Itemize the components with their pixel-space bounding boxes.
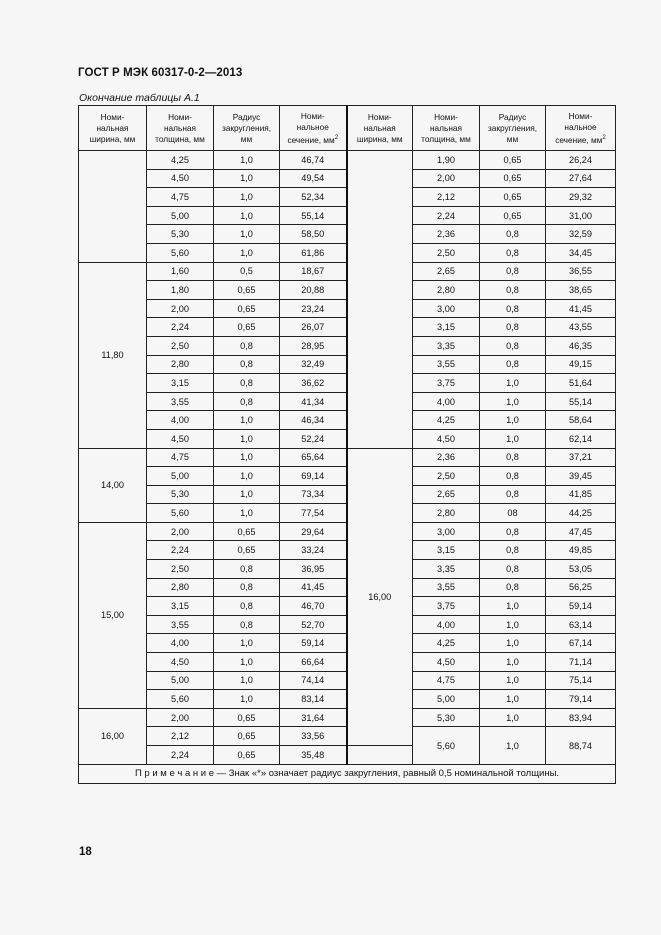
nominal-thickness-cell: 2,50 bbox=[413, 467, 480, 486]
corner-radius-cell: 0,65 bbox=[214, 318, 280, 337]
nominal-thickness-cell: 2,80 bbox=[413, 504, 480, 523]
corner-radius-cell: 1,0 bbox=[214, 485, 280, 504]
cross-section-cell: 59,14 bbox=[280, 634, 347, 653]
column-header: Номи- нальная ширина, мм bbox=[79, 106, 147, 151]
corner-radius-cell: 0,8 bbox=[480, 262, 546, 281]
nominal-thickness-cell: 2,80 bbox=[147, 355, 214, 374]
cross-section-cell: 32,49 bbox=[280, 355, 347, 374]
cross-section-cell: 49,15 bbox=[546, 355, 616, 374]
nominal-thickness-cell: 4,25 bbox=[413, 634, 480, 653]
cross-section-cell: 28,95 bbox=[280, 336, 347, 355]
cross-section-cell: 27,64 bbox=[546, 169, 616, 188]
nominal-thickness-cell: 2,80 bbox=[147, 578, 214, 597]
corner-radius-cell: 0,8 bbox=[480, 485, 546, 504]
nominal-width-cell bbox=[79, 151, 147, 263]
nominal-thickness-cell: 5,30 bbox=[147, 485, 214, 504]
nominal-thickness-cell: 5,00 bbox=[413, 690, 480, 709]
corner-radius-cell: 0,8 bbox=[214, 355, 280, 374]
cross-section-cell: 49,85 bbox=[546, 541, 616, 560]
cross-section-cell: 36,55 bbox=[546, 262, 616, 281]
corner-radius-cell: 1,0 bbox=[214, 169, 280, 188]
corner-radius-cell: 0,65 bbox=[214, 299, 280, 318]
corner-radius-cell: 0,8 bbox=[480, 355, 546, 374]
nominal-width-cell: 14,00 bbox=[79, 448, 147, 522]
cross-section-cell: 71,14 bbox=[546, 653, 616, 672]
corner-radius-cell: 08 bbox=[480, 504, 546, 523]
nominal-thickness-cell: 4,00 bbox=[413, 392, 480, 411]
corner-radius-cell: 0,8 bbox=[214, 336, 280, 355]
corner-radius-cell: 1,0 bbox=[480, 429, 546, 448]
column-header: Радиус закругления, мм bbox=[480, 106, 546, 151]
corner-radius-cell: 1,0 bbox=[480, 597, 546, 616]
corner-radius-cell: 1,0 bbox=[214, 429, 280, 448]
cross-section-cell: 52,34 bbox=[280, 188, 347, 207]
cross-section-cell: 41,45 bbox=[546, 299, 616, 318]
cross-section-cell: 33,56 bbox=[280, 727, 347, 746]
cross-section-cell: 23,24 bbox=[280, 299, 347, 318]
cross-section-cell: 74,14 bbox=[280, 671, 347, 690]
nominal-thickness-cell: 2,50 bbox=[147, 336, 214, 355]
corner-radius-cell: 1,0 bbox=[480, 374, 546, 393]
corner-radius-cell: 0,65 bbox=[214, 281, 280, 300]
cross-section-cell: 58,64 bbox=[546, 411, 616, 430]
nominal-thickness-cell: 3,00 bbox=[413, 299, 480, 318]
nominal-thickness-cell: 3,35 bbox=[413, 336, 480, 355]
corner-radius-cell: 1,0 bbox=[480, 671, 546, 690]
note-row bbox=[79, 764, 616, 783]
nominal-thickness-cell: 5,60 bbox=[413, 727, 480, 764]
nominal-width-cell bbox=[347, 151, 413, 449]
nominal-thickness-cell: 5,60 bbox=[147, 690, 214, 709]
cross-section-cell: 44,25 bbox=[546, 504, 616, 523]
cross-section-cell: 39,45 bbox=[546, 467, 616, 486]
cross-section-cell: 65,64 bbox=[280, 448, 347, 467]
corner-radius-cell: 1,0 bbox=[214, 411, 280, 430]
corner-radius-cell: 0,8 bbox=[480, 225, 546, 244]
corner-radius-cell: 0,65 bbox=[480, 169, 546, 188]
cross-section-cell: 46,74 bbox=[280, 151, 347, 170]
nominal-thickness-cell: 3,55 bbox=[413, 578, 480, 597]
nominal-thickness-cell: 3,55 bbox=[147, 615, 214, 634]
cross-section-cell: 66,64 bbox=[280, 653, 347, 672]
nominal-thickness-cell: 2,65 bbox=[413, 485, 480, 504]
cross-section-cell: 41,45 bbox=[280, 578, 347, 597]
nominal-thickness-cell: 5,00 bbox=[147, 206, 214, 225]
corner-radius-cell: 1,0 bbox=[214, 671, 280, 690]
cross-section-cell: 31,00 bbox=[546, 206, 616, 225]
nominal-thickness-cell: 4,00 bbox=[413, 615, 480, 634]
corner-radius-cell: 0,65 bbox=[214, 522, 280, 541]
cross-section-cell: 77,54 bbox=[280, 504, 347, 523]
cross-section-cell: 83,94 bbox=[546, 708, 616, 727]
nominal-thickness-cell: 2,80 bbox=[413, 281, 480, 300]
cross-section-cell: 55,14 bbox=[280, 206, 347, 225]
nominal-thickness-cell: 2,00 bbox=[147, 522, 214, 541]
table-note: П р и м е ч а н и е — Знак «*» означает радиус закругления, равный 0,5 номинальной толщины. bbox=[79, 764, 616, 783]
cross-section-cell: 46,35 bbox=[546, 336, 616, 355]
nominal-thickness-cell: 4,00 bbox=[147, 411, 214, 430]
corner-radius-cell: 1,0 bbox=[480, 653, 546, 672]
cross-section-cell: 56,25 bbox=[546, 578, 616, 597]
table-caption: Окончание таблицы А.1 bbox=[79, 92, 200, 104]
cross-section-cell: 88,74 bbox=[546, 727, 616, 764]
nominal-thickness-cell: 3,75 bbox=[413, 374, 480, 393]
corner-radius-cell: 1,0 bbox=[214, 206, 280, 225]
nominal-thickness-cell: 4,50 bbox=[147, 653, 214, 672]
table-row bbox=[79, 151, 616, 170]
cross-section-cell: 36,95 bbox=[280, 560, 347, 579]
cross-section-cell: 41,85 bbox=[546, 485, 616, 504]
corner-radius-cell: 0,8 bbox=[480, 578, 546, 597]
nominal-thickness-cell: 4,50 bbox=[413, 429, 480, 448]
cross-section-cell: 63,14 bbox=[546, 615, 616, 634]
nominal-thickness-cell: 4,00 bbox=[147, 634, 214, 653]
nominal-thickness-cell: 2,65 bbox=[413, 262, 480, 281]
page-number: 18 bbox=[79, 846, 92, 858]
nominal-thickness-cell: 3,55 bbox=[147, 392, 214, 411]
nominal-thickness-cell: 3,75 bbox=[413, 597, 480, 616]
cross-section-cell: 67,14 bbox=[546, 634, 616, 653]
nominal-thickness-cell: 5,60 bbox=[147, 243, 214, 262]
nominal-thickness-cell: 2,24 bbox=[413, 206, 480, 225]
corner-radius-cell: 0,8 bbox=[214, 597, 280, 616]
cross-section-cell: 75,14 bbox=[546, 671, 616, 690]
column-header: Номи- нальная толщина, мм bbox=[413, 106, 480, 151]
corner-radius-cell: 0,8 bbox=[480, 560, 546, 579]
nominal-thickness-cell: 2,00 bbox=[147, 708, 214, 727]
corner-radius-cell: 0,8 bbox=[480, 299, 546, 318]
nominal-thickness-cell: 2,36 bbox=[413, 448, 480, 467]
nominal-thickness-cell: 2,24 bbox=[147, 541, 214, 560]
cross-section-cell: 35,48 bbox=[280, 746, 347, 765]
cross-section-cell: 53,05 bbox=[546, 560, 616, 579]
corner-radius-cell: 1,0 bbox=[214, 448, 280, 467]
corner-radius-cell: 0,8 bbox=[480, 243, 546, 262]
cross-section-cell: 18,67 bbox=[280, 262, 347, 281]
nominal-thickness-cell: 4,50 bbox=[413, 653, 480, 672]
corner-radius-cell: 0,8 bbox=[214, 560, 280, 579]
nominal-thickness-cell: 2,24 bbox=[147, 746, 214, 765]
cross-section-cell: 52,24 bbox=[280, 429, 347, 448]
nominal-thickness-cell: 4,50 bbox=[147, 429, 214, 448]
cross-section-cell: 52,70 bbox=[280, 615, 347, 634]
nominal-thickness-cell: 2,24 bbox=[147, 318, 214, 337]
nominal-thickness-cell: 1,90 bbox=[413, 151, 480, 170]
nominal-width-cell: 15,00 bbox=[79, 522, 147, 708]
nominal-width-cell: 16,00 bbox=[347, 448, 413, 746]
corner-radius-cell: 0,65 bbox=[480, 188, 546, 207]
corner-radius-cell: 1,0 bbox=[480, 411, 546, 430]
nominal-thickness-cell: 2,50 bbox=[147, 560, 214, 579]
corner-radius-cell: 0,8 bbox=[214, 392, 280, 411]
nominal-thickness-cell: 3,35 bbox=[413, 560, 480, 579]
corner-radius-cell: 0,65 bbox=[214, 746, 280, 765]
cross-section-cell: 59,14 bbox=[546, 597, 616, 616]
nominal-thickness-cell: 5,60 bbox=[147, 504, 214, 523]
cross-section-cell: 46,70 bbox=[280, 597, 347, 616]
corner-radius-cell: 0,65 bbox=[214, 708, 280, 727]
nominal-thickness-cell: 4,25 bbox=[413, 411, 480, 430]
corner-radius-cell: 0,8 bbox=[480, 467, 546, 486]
nominal-thickness-cell: 5,30 bbox=[147, 225, 214, 244]
cross-section-cell: 37,21 bbox=[546, 448, 616, 467]
cross-section-cell: 79,14 bbox=[546, 690, 616, 709]
corner-radius-cell: 1,0 bbox=[480, 690, 546, 709]
cross-section-cell: 69,14 bbox=[280, 467, 347, 486]
cross-section-cell: 43,55 bbox=[546, 318, 616, 337]
table-header-row bbox=[79, 106, 616, 151]
corner-radius-cell: 0,8 bbox=[480, 448, 546, 467]
cross-section-cell: 26,07 bbox=[280, 318, 347, 337]
corner-radius-cell: 1,0 bbox=[214, 467, 280, 486]
cross-section-cell: 41,34 bbox=[280, 392, 347, 411]
corner-radius-cell: 1,0 bbox=[480, 727, 546, 764]
cross-section-cell: 26,24 bbox=[546, 151, 616, 170]
corner-radius-cell: 1,0 bbox=[214, 504, 280, 523]
cross-section-cell: 34,45 bbox=[546, 243, 616, 262]
dimensions-table bbox=[78, 105, 616, 784]
cross-section-cell: 32,59 bbox=[546, 225, 616, 244]
nominal-thickness-cell: 2,12 bbox=[147, 727, 214, 746]
corner-radius-cell: 1,0 bbox=[480, 634, 546, 653]
corner-radius-cell: 1,0 bbox=[480, 708, 546, 727]
column-header: Номи- нальное сечение, $мм^2$ bbox=[546, 106, 616, 151]
corner-radius-cell: 1,0 bbox=[214, 151, 280, 170]
nominal-thickness-cell: 4,50 bbox=[147, 169, 214, 188]
cross-section-cell: 51,64 bbox=[546, 374, 616, 393]
cross-section-cell: 20,88 bbox=[280, 281, 347, 300]
corner-radius-cell: 1,0 bbox=[214, 225, 280, 244]
cross-section-cell: 58,50 bbox=[280, 225, 347, 244]
nominal-thickness-cell: 5,00 bbox=[147, 467, 214, 486]
nominal-thickness-cell: 1,80 bbox=[147, 281, 214, 300]
nominal-thickness-cell: 5,30 bbox=[413, 708, 480, 727]
corner-radius-cell: 0,8 bbox=[480, 336, 546, 355]
cross-section-cell: 73,34 bbox=[280, 485, 347, 504]
document-header: ГОСТ Р МЭК 60317-0-2—2013 bbox=[78, 67, 243, 79]
column-header: Радиус закругления, мм bbox=[214, 106, 280, 151]
column-header: Номи- нальная толщина, мм bbox=[147, 106, 214, 151]
nominal-thickness-cell: 3,15 bbox=[413, 318, 480, 337]
corner-radius-cell: 1,0 bbox=[480, 615, 546, 634]
table-row bbox=[79, 448, 616, 467]
corner-radius-cell: 1,0 bbox=[480, 392, 546, 411]
corner-radius-cell: 0,8 bbox=[214, 578, 280, 597]
corner-radius-cell: 0,8 bbox=[480, 318, 546, 337]
cross-section-cell: 49,54 bbox=[280, 169, 347, 188]
cross-section-cell: 55,14 bbox=[546, 392, 616, 411]
nominal-thickness-cell: 4,75 bbox=[413, 671, 480, 690]
nominal-thickness-cell: 3,15 bbox=[147, 374, 214, 393]
cross-section-cell: 29,32 bbox=[546, 188, 616, 207]
cross-section-cell: 61,86 bbox=[280, 243, 347, 262]
column-header: Номи- нальное сечение, $мм^2$ bbox=[280, 106, 347, 151]
cross-section-cell: 33,24 bbox=[280, 541, 347, 560]
corner-radius-cell: 1,0 bbox=[214, 243, 280, 262]
nominal-thickness-cell: 2,00 bbox=[147, 299, 214, 318]
corner-radius-cell: 0,65 bbox=[214, 541, 280, 560]
nominal-thickness-cell: 5,00 bbox=[147, 671, 214, 690]
corner-radius-cell: 0,8 bbox=[214, 374, 280, 393]
corner-radius-cell: 0,65 bbox=[480, 151, 546, 170]
corner-radius-cell: 0,8 bbox=[480, 522, 546, 541]
cross-section-cell: 46,34 bbox=[280, 411, 347, 430]
corner-radius-cell: 1,0 bbox=[214, 188, 280, 207]
nominal-width-cell: 11,80 bbox=[79, 262, 147, 448]
cross-section-cell: 36,62 bbox=[280, 374, 347, 393]
cross-section-cell: 31,64 bbox=[280, 708, 347, 727]
corner-radius-cell: 0,8 bbox=[214, 615, 280, 634]
cross-section-cell: 47,45 bbox=[546, 522, 616, 541]
corner-radius-cell: 0,5 bbox=[214, 262, 280, 281]
nominal-thickness-cell: 3,55 bbox=[413, 355, 480, 374]
cross-section-cell: 29,64 bbox=[280, 522, 347, 541]
corner-radius-cell: 0,8 bbox=[480, 281, 546, 300]
corner-radius-cell: 0,8 bbox=[480, 541, 546, 560]
nominal-thickness-cell: 3,00 bbox=[413, 522, 480, 541]
corner-radius-cell: 1,0 bbox=[214, 690, 280, 709]
cross-section-cell: 62,14 bbox=[546, 429, 616, 448]
nominal-thickness-cell: 2,36 bbox=[413, 225, 480, 244]
nominal-thickness-cell: 4,75 bbox=[147, 188, 214, 207]
nominal-width-cell: 16,00 bbox=[79, 708, 147, 764]
nominal-thickness-cell: 3,15 bbox=[147, 597, 214, 616]
corner-radius-cell: 0,65 bbox=[214, 727, 280, 746]
nominal-thickness-cell: 1,60 bbox=[147, 262, 214, 281]
cross-section-cell: 83,14 bbox=[280, 690, 347, 709]
nominal-thickness-cell: 2,00 bbox=[413, 169, 480, 188]
nominal-thickness-cell: 2,50 bbox=[413, 243, 480, 262]
column-header: Номи- нальная ширина, мм bbox=[347, 106, 413, 151]
corner-radius-cell: 1,0 bbox=[214, 634, 280, 653]
corner-radius-cell: 0,65 bbox=[480, 206, 546, 225]
nominal-thickness-cell: 4,75 bbox=[147, 448, 214, 467]
cross-section-cell: 38,65 bbox=[546, 281, 616, 300]
corner-radius-cell: 1,0 bbox=[214, 653, 280, 672]
nominal-thickness-cell: 4,25 bbox=[147, 151, 214, 170]
nominal-thickness-cell: 2,12 bbox=[413, 188, 480, 207]
nominal-thickness-cell: 3,15 bbox=[413, 541, 480, 560]
